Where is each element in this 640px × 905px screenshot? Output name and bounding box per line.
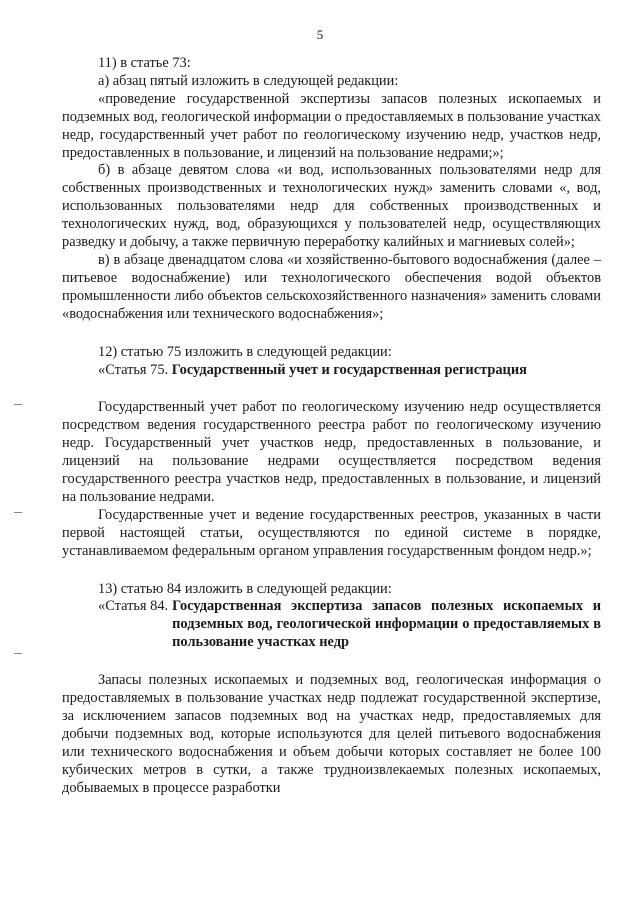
page-number: 5 — [316, 27, 324, 42]
section-13-heading: 13) статью 84 изложить в следующей редакции: — [98, 580, 392, 597]
article-75-prefix: «Статья 75. — [98, 361, 172, 378]
margin-mark — [14, 653, 22, 654]
article-75-paragraph-2: Государственные учет и ведение государственных реестров, указанных в части первой настоящей статьи, осуществляются по единой системе в порядке, устанавливаемом федеральным органом управления государственным фондом недр.»; — [62, 506, 601, 559]
document-body — [62, 55, 601, 798]
article-75-paragraph-1: Государственный учет работ по геологическому изучению недр осуществляется посредством ведения государственного реестра работ по геологическому изучению недр. Государственный учет участков недр, предоставленных в пользование, и лицензий на пользование недрами осуществляется посредством ведения государственного реестра участков недр, предоставленных в пользование, и лицензий на пользование недрами. — [62, 399, 601, 505]
section-11-item-c: в) в абзаце двенадцатом слова «и хозяйственно-бытового водоснабжения (далее – питьевое водоснабжение) или технологического обеспечения водой объектов промышленности либо объектов сельскохозяйственного назначения» заменить словами «водоснабжения или технического водоснабжения»; — [62, 251, 601, 322]
section-11-heading: 11) в статье 73: — [98, 55, 191, 71]
article-84-heading — [62, 598, 601, 652]
article-84-paragraph-1: Запасы полезных ископаемых и подземных вод, геологическая информация о предоставляемых в пользование участках недр подлежат государственной экспертизе, за исключением запасов подземных вод на участках недр, предоставляемых для добычи подземных вод, которые используются для целей питьевого водоснабжения или технического водоснабжения и объем добычи которых составляет не более 100 кубических метров в сутки, а также трудноизвлекаемых полезных ископаемых, добываемых в процессе разработки — [62, 672, 601, 796]
article-75-title: Государственный учет и государственная регистрация — [171, 361, 527, 378]
article-84-title: Государственная экспертиза запасов полезных ископаемых и подземных вод, геологической информации о предоставляемых в пользование участках недр — [172, 598, 601, 651]
article-84-prefix: «Статья 84. — [98, 598, 169, 615]
section-11-item-a-quote: «проведение государственной экспертизы запасов полезных ископаемых и подземных вод, геологической информации о предоставляемых в пользование участках недр, государственный учет работ по геологическому изучению недр, участков недр, предоставленных в пользование, и лицензий на пользование недрами;»; — [62, 90, 601, 161]
section-11-item-a: а) абзац пятый изложить в следующей редакции: — [98, 72, 399, 89]
margin-mark — [14, 512, 22, 513]
section-11-item-b: б) в абзаце девятом слова «и вод, использованных пользователями недр для собственных производственных и технологических нужд» заменить словами «, вод, использованных пользователями недр для собственных производственных и технологических нужд, вод, образующихся у пользователей недр, осуществляющих разведку и добычу, а также первичную переработку калийных и магниевых солей»; — [62, 162, 601, 251]
section-12-heading: 12) статью 75 изложить в следующей редакции: — [98, 343, 392, 360]
article-75-heading — [62, 362, 601, 380]
margin-mark — [14, 404, 22, 405]
